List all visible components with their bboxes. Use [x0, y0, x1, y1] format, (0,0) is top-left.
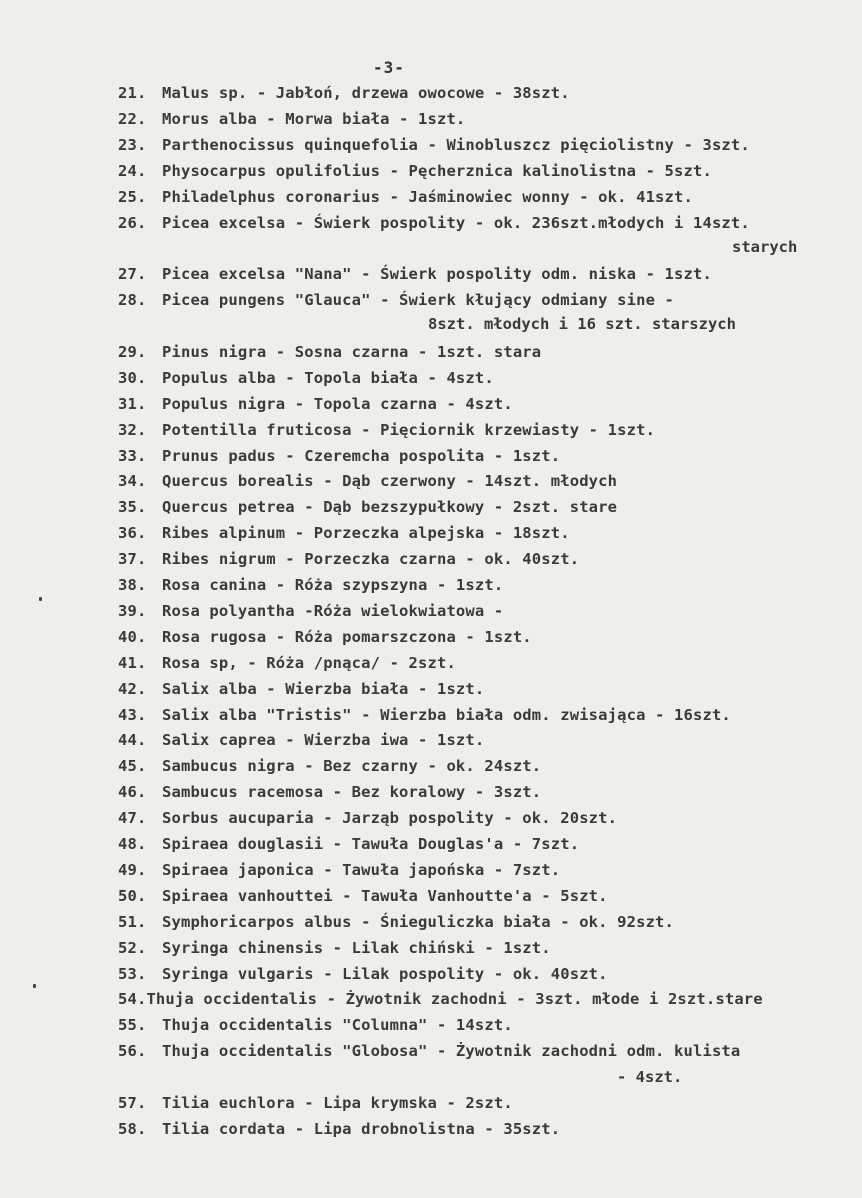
item-text: Thuja occidentalis - Żywotnik zachodni - 3szt. młode i 2szt.stare — [146, 990, 763, 1008]
item-number: 28. — [118, 291, 147, 309]
margin-mark — [39, 597, 42, 601]
item-number: 33. — [118, 447, 147, 465]
item-text: Syringa vulgaris - Lilak pospolity - ok. 40szt. — [162, 965, 608, 983]
item-text: Rosa rugosa - Róża pomarszczona - 1szt. — [162, 628, 532, 646]
item-number: 29. — [118, 343, 147, 361]
item-number: 49. — [118, 861, 147, 879]
item-number: 21. — [118, 84, 147, 102]
list-item — [118, 1094, 848, 1112]
list-item — [118, 835, 848, 853]
item-text: Pinus nigra - Sosna czarna - 1szt. stara — [162, 343, 542, 361]
list-item — [118, 1042, 848, 1060]
item-text: Physocarpus opulifolius - Pęcherznica kalinolistna - 5szt. — [162, 162, 712, 180]
item-number: 50. — [118, 887, 147, 905]
item-number: 30. — [118, 369, 147, 387]
item-text: Tilia euchlora - Lipa krymska - 2szt. — [162, 1094, 513, 1112]
list-item — [118, 757, 848, 775]
item-text: Potentilla fruticosa - Pięciornik krzewiasty - 1szt. — [162, 421, 656, 439]
list-item — [118, 990, 848, 1008]
item-text: Tilia cordata - Lipa drobnolistna - 35szt. — [162, 1120, 561, 1138]
list-item — [118, 550, 848, 568]
list-item — [118, 447, 848, 465]
item-text: Rosa sp, - Róża /pnąca/ - 2szt. — [162, 654, 456, 672]
item-text: Sorbus aucuparia - Jarząb pospolity - ok. 20szt. — [162, 809, 618, 827]
item-number: 38. — [118, 576, 147, 594]
list-item — [118, 602, 848, 620]
list-item — [118, 809, 848, 827]
item-number: 43. — [118, 706, 147, 724]
item-text: Salix alba - Wierzba biała - 1szt. — [162, 680, 485, 698]
item-text: Prunus padus - Czeremcha pospolita - 1szt. — [162, 447, 561, 465]
item-number: 32. — [118, 421, 147, 439]
list-item — [118, 680, 848, 698]
list-item — [118, 188, 848, 206]
item-continuation: 8szt. młodych i 16 szt. starszych — [428, 315, 736, 333]
list-item — [118, 472, 848, 490]
list-item — [118, 265, 848, 283]
list-item — [118, 939, 848, 957]
list-item — [118, 913, 848, 931]
item-number: 48. — [118, 835, 147, 853]
list-item — [118, 965, 848, 983]
item-number: 27. — [118, 265, 147, 283]
item-number: 54. — [118, 990, 147, 1008]
item-number: 23. — [118, 136, 147, 154]
item-text: Ribes nigrum - Porzeczka czarna - ok. 40szt. — [162, 550, 580, 568]
item-number: 39. — [118, 602, 147, 620]
page-number: -3- — [373, 58, 405, 77]
list-item — [118, 1120, 848, 1138]
item-text: Populus nigra - Topola czarna - 4szt. — [162, 395, 513, 413]
list-item — [118, 654, 848, 672]
list-item — [118, 498, 848, 516]
item-text: Rosa polyantha -Róża wielokwiatowa - — [162, 602, 504, 620]
list-item — [118, 214, 848, 232]
item-text: Ribes alpinum - Porzeczka alpejska - 18szt. — [162, 524, 570, 542]
list-item — [118, 706, 848, 724]
item-number: 40. — [118, 628, 147, 646]
item-number: 44. — [118, 731, 147, 749]
item-text: Sambucus racemosa - Bez koralowy - 3szt. — [162, 783, 542, 801]
item-text: Rosa canina - Róża szypszyna - 1szt. — [162, 576, 504, 594]
item-text: Parthenocissus quinquefolia - Winobluszcz pięciolistny - 3szt. — [162, 136, 750, 154]
list-item — [118, 162, 848, 180]
item-text: Salix caprea - Wierzba iwa - 1szt. — [162, 731, 485, 749]
list-item — [118, 136, 848, 154]
item-continuation: starych — [732, 238, 798, 256]
list-item — [118, 369, 848, 387]
item-number: 47. — [118, 809, 147, 827]
item-continuation: - 4szt. — [617, 1068, 683, 1086]
item-number: 42. — [118, 680, 147, 698]
item-number: 51. — [118, 913, 147, 931]
item-text: Spiraea douglasii - Tawuła Douglas'a - 7szt. — [162, 835, 580, 853]
list-item — [118, 343, 848, 361]
item-number: 58. — [118, 1120, 147, 1138]
item-number: 45. — [118, 757, 147, 775]
item-text: Sambucus nigra - Bez czarny - ok. 24szt. — [162, 757, 542, 775]
item-text: Picea pungens "Glauca" - Świerk kłujący odmiany sine - — [162, 291, 675, 309]
item-number: 35. — [118, 498, 147, 516]
item-text: Thuja occidentalis "Globosa" - Żywotnik zachodni odm. kulista — [162, 1042, 741, 1060]
item-number: 55. — [118, 1016, 147, 1034]
item-text: Salix alba "Tristis" - Wierzba biała odm. zwisająca - 16szt. — [162, 706, 731, 724]
list-item — [118, 783, 848, 801]
item-text: Malus sp. - Jabłoń, drzewa owocowe - 38szt. — [162, 84, 570, 102]
item-number: 41. — [118, 654, 147, 672]
list-item — [118, 524, 848, 542]
list-item — [118, 110, 848, 128]
item-text: Quercus borealis - Dąb czerwony - 14szt. młodych — [162, 472, 618, 490]
item-number: 24. — [118, 162, 147, 180]
item-text: Picea excelsa - Świerk pospolity - ok. 236szt.młodych i 14szt. — [162, 214, 750, 232]
list-item — [118, 576, 848, 594]
item-text: Spiraea vanhouttei - Tawuła Vanhoutte'a - 5szt. — [162, 887, 608, 905]
item-number: 31. — [118, 395, 147, 413]
item-number: 57. — [118, 1094, 147, 1112]
margin-mark — [33, 984, 36, 988]
item-number: 56. — [118, 1042, 147, 1060]
item-text: Symphoricarpos albus - Śnieguliczka biała - ok. 92szt. — [162, 913, 675, 931]
item-text: Quercus petrea - Dąb bezszypułkowy - 2szt. stare — [162, 498, 618, 516]
item-number: 26. — [118, 214, 147, 232]
list-item — [118, 395, 848, 413]
item-text: Picea excelsa "Nana" - Świerk pospolity odm. niska - 1szt. — [162, 265, 712, 283]
list-item — [118, 731, 848, 749]
list-item — [118, 887, 848, 905]
list-item — [118, 84, 848, 102]
list-item — [118, 291, 848, 309]
item-text: Thuja occidentalis "Columna" - 14szt. — [162, 1016, 513, 1034]
item-number: 46. — [118, 783, 147, 801]
item-text: Populus alba - Topola biała - 4szt. — [162, 369, 494, 387]
item-text: Philadelphus coronarius - Jaśminowiec wonny - ok. 41szt. — [162, 188, 693, 206]
item-number: 52. — [118, 939, 147, 957]
list-item — [118, 1016, 848, 1034]
item-number: 37. — [118, 550, 147, 568]
item-text: Spiraea japonica - Tawuła japońska - 7szt. — [162, 861, 561, 879]
list-item — [118, 628, 848, 646]
list-item — [118, 861, 848, 879]
item-number: 53. — [118, 965, 147, 983]
item-text: Morus alba - Morwa biała - 1szt. — [162, 110, 466, 128]
list-item — [118, 421, 848, 439]
item-number: 22. — [118, 110, 147, 128]
item-text: Syringa chinensis - Lilak chiński - 1szt. — [162, 939, 551, 957]
item-number: 36. — [118, 524, 147, 542]
item-number: 34. — [118, 472, 147, 490]
item-number: 25. — [118, 188, 147, 206]
